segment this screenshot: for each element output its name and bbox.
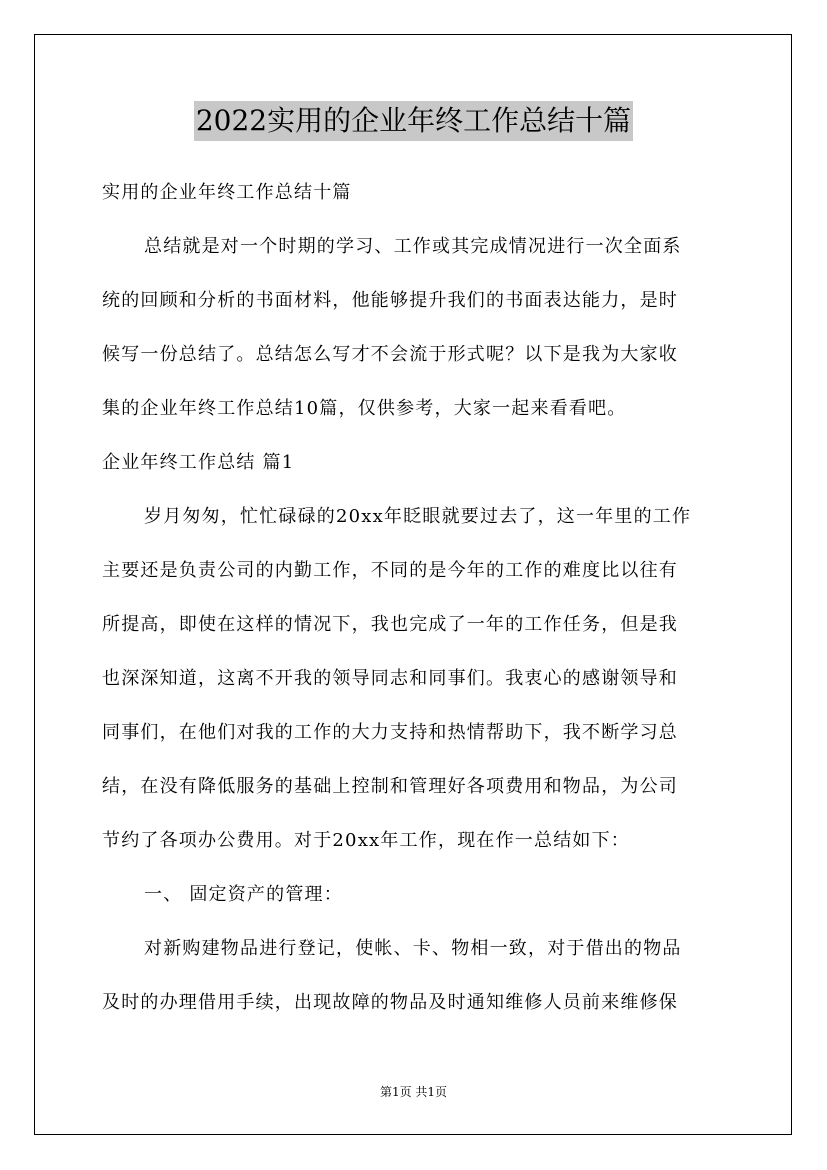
subsection-heading: 一、 固定资产的管理： xyxy=(144,884,343,905)
paragraph-line: 及时的办理借用手续，出现故障的物品及时通知维修人员前来维修保 xyxy=(102,992,678,1013)
document-title: 2022实用的企业年终工作总结十篇 xyxy=(194,101,633,141)
paragraph-line: 结，在没有降低服务的基础上控制和管理好各项费用和物品，为公司 xyxy=(102,776,678,797)
intro-line: 候写一份总结了。总结怎么写才不会流于形式呢？以下是我为大家收 xyxy=(102,344,678,365)
intro-line: 总结就是对一个时期的学习、工作或其完成情况进行一次全面系 xyxy=(144,236,682,257)
paragraph-line: 节约了各项办公费用。对于20xx年工作，现在作一总结如下： xyxy=(102,830,631,851)
intro-line: 统的回顾和分析的书面材料，他能够提升我们的书面表达能力，是时 xyxy=(102,290,678,311)
paragraph-line: 对新购建物品进行登记，使帐、卡、物相一致，对于借出的物品 xyxy=(144,938,682,959)
paragraph-line: 岁月匆匆，忙忙碌碌的20xx年眨眼就要过去了，这一年里的工作 xyxy=(144,506,692,527)
title-container xyxy=(0,101,827,141)
page-number-footer: 第1页 共1页 xyxy=(379,1085,448,1099)
paragraph-line: 也深深知道，这离不开我的领导同志和同事们。我衷心的感谢领导和 xyxy=(102,668,678,689)
paragraph-line: 同事们，在他们对我的工作的大力支持和热情帮助下，我不断学习总 xyxy=(102,722,678,743)
intro-line: 集的企业年终工作总结10篇，仅供参考，大家一起来看看吧。 xyxy=(102,398,627,419)
document-subtitle: 实用的企业年终工作总结十篇 xyxy=(102,182,352,203)
section-heading: 企业年终工作总结 篇1 xyxy=(102,452,295,473)
paragraph-line: 主要还是负责公司的内勤工作，不同的是今年的工作的难度比以往有 xyxy=(102,560,678,581)
paragraph-line: 所提高，即使在这样的情况下，我也完成了一年的工作任务，但是我 xyxy=(102,614,678,635)
